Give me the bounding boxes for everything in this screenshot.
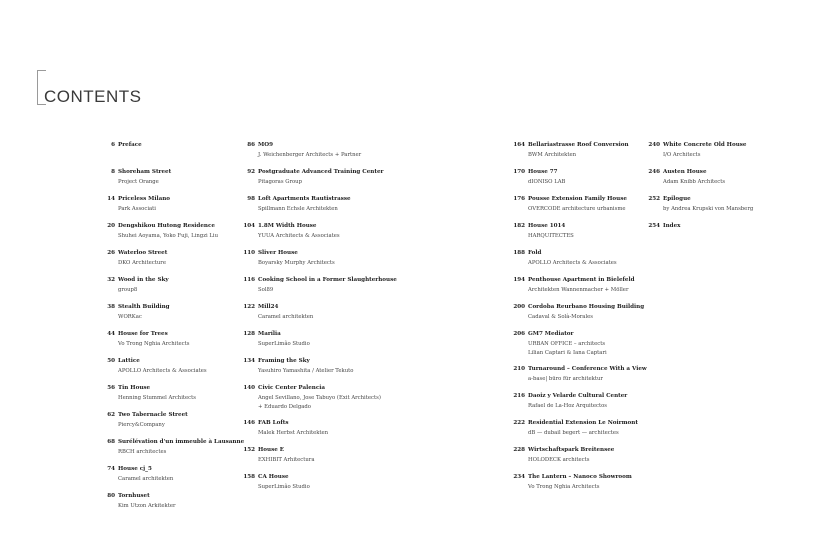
toc-entry-architect-line: URBAN OFFICE – architects [528,341,606,347]
toc-entry-architect [258,340,310,349]
toc-page-number: 206 [513,331,525,337]
toc-page-number: 74 [107,466,115,472]
toc-entry-architect-line: YUUA Architects & Associates [258,233,340,239]
toc-page-number: 200 [513,304,525,310]
toc-entry-architect [663,151,700,160]
toc-page-number: 246 [648,169,660,175]
toc-entry-title: Civic Center Palencia [258,385,326,391]
toc-page-number: 128 [243,331,255,337]
toc-entry-architect [258,367,354,376]
toc-entry-title: Bellariastrasse Roof Conversion [528,142,629,148]
toc-entry-architect-line: Lilian Captari & Iana Captari [528,349,607,356]
toc-page-number: 152 [243,447,255,453]
toc-entry-architect [528,151,576,160]
toc-entry-title: Wirtschaftspark Breitensee [528,447,615,453]
toc-entry-architect-line: Boyarsky Murphy Architects [258,260,335,266]
toc-entry-title: Daoiz y Velarde Cultural Center [528,393,628,399]
toc-entry-title: House E [258,447,285,453]
toc-page-number: 56 [107,385,115,391]
toc-entry-architect-line: SuperLimão Studio [258,484,310,490]
toc-entry-architect-line: Henning Stummel Architects [118,395,196,401]
toc-entry-architect [258,429,328,438]
toc-entry-title: House cj_5 [118,466,152,472]
toc-entry-architect-line: Sol89 [258,287,274,293]
toc-entry-architect [118,367,207,376]
toc-page-number: 194 [513,277,525,283]
toc-entry-architect [118,232,218,241]
toc-entry-architect-line: OVERCODE architecture urbanisme [528,206,626,212]
toc-entry-architect-line: by Andrea Krupski von Mansberg [663,206,754,212]
toc-entry-architect [118,448,166,457]
toc-entry-architect [528,286,628,295]
toc-entry-title: House 1014 [528,223,566,229]
toc-entry-architect-line: Angel Sevillano, Jose Tabuyo (Exit Architects) [258,395,381,401]
toc-entry-title: Epilogue [663,196,691,202]
toc-entry-architect-line: RBCH architectes [118,449,167,455]
toc-entry-architect [528,232,574,241]
toc-entry-architect [528,456,589,465]
toc-entry-title: Penthouse Apartment in Bielefeld [528,277,635,283]
toc-entry-title: Residential Extension Le Noirmont [528,420,638,426]
toc-entry-title: Shoreham Street [118,169,172,175]
toc-entry-architect-line: HOLODECK architects [528,457,590,463]
toc-entry-title: MO9 [258,142,273,148]
toc-entry-architect [663,178,725,187]
toc-entry-title: Two Tabernacle Street [118,412,188,418]
toc-entry-architect [118,286,137,295]
toc-page-number: 240 [648,142,660,148]
toc-page-number: 140 [243,385,255,391]
toc-page-number: 210 [513,366,525,372]
toc-entry-title: White Concrete Old House [663,142,747,148]
toc-page-number: 164 [513,142,525,148]
toc-entry-architect [258,286,273,295]
toc-entry-architect [528,313,593,322]
toc-page-number: 254 [648,223,660,229]
toc-entry-architect-line: J. Weichenberger Architects + Partner [258,152,362,158]
toc-page-number: 134 [243,358,255,364]
toc-entry-architect-line: Project Orange [118,179,159,185]
toc-entry-architect [118,394,196,403]
toc-entry-architect [118,178,159,187]
toc-entry-architect-line: APOLLO Architects & Associates [528,260,617,266]
toc-page-number: 188 [513,250,525,256]
toc-entry-architect-line: Rafael de La-Hoz Arquitectos [528,403,607,409]
toc-page-number: 104 [243,223,255,229]
toc-page-number: 182 [513,223,525,229]
toc-entry-architect [258,205,338,214]
toc-page-number: 6 [111,142,115,148]
toc-entry-architect [258,232,340,241]
toc-entry-architect [528,340,607,357]
toc-entry-title: Surélévation d'un immeuble à Lausanne [118,439,245,445]
toc-page-number: 176 [513,196,525,202]
toc-page-number: 98 [247,196,255,202]
toc-entry-architect-line: Cadaval & Solà-Morales [528,314,593,320]
toc-entry-architect-line: a-base| büro für architektur [528,376,603,382]
toc-entry-title: Mill24 [258,304,279,310]
toc-page-number: 222 [513,420,525,426]
toc-entry-architect [528,429,619,438]
toc-entry-title: Marília [258,331,281,337]
toc-entry-title: Waterloo Street [118,250,168,256]
toc-page-number: 44 [107,331,115,337]
toc-page-number: 92 [247,169,255,175]
toc-page-number: 234 [513,474,525,480]
toc-entry-architect-line: Caramel architekten [258,314,314,320]
toc-entry-architect-line: Park Associati [118,206,157,212]
toc-entry-title: Stealth Building [118,304,170,310]
toc-entry-architect [118,259,166,268]
toc-entry-title: Turnaround – Conference With a View [528,366,647,372]
toc-entry-title: Framing the Sky [258,358,310,364]
toc-entry-architect [528,259,617,268]
toc-entry-architect-line: dB — dubail begert — architectes [528,430,619,436]
toc-page-number: 80 [107,493,115,499]
toc-entry-title: Loft Apartments Rautistrasse [258,196,351,202]
toc-page-number: 122 [243,304,255,310]
toc-entry-architect-line: HARQUITECTES [528,233,574,239]
page-title: CONTENTS [44,87,142,107]
toc-entry-title: Tin House [118,385,151,391]
toc-entry-title: Sliver House [258,250,298,256]
toc-page-number: 38 [107,304,115,310]
toc-entry-title: Postgraduate Advanced Training Center [258,169,384,175]
toc-entry-architect [258,259,335,268]
toc-entry-title: The Lantern – Nanoco Showroom [528,474,632,480]
toc-entry-title: Austen House [663,169,707,175]
toc-page-number: 50 [107,358,115,364]
toc-entry-architect-line: + Eduardo Delgado [258,403,311,410]
toc-entry-architect-line: Yasuhiro Yamashita / Atelier Tekuto [258,368,354,374]
toc-entry-title: Index [663,223,681,229]
toc-entry-architect-line: Pitagoras Group [258,179,302,185]
toc-entry-title: Dengshikou Hutong Residence [118,223,215,229]
toc-entry-architect [118,502,176,511]
toc-entry-architect [528,178,565,187]
toc-entry-architect-line: Adam Knibb Architects [663,179,726,185]
toc-page-number: 170 [513,169,525,175]
toc-entry-architect [258,178,302,187]
toc-entry-architect-line: group8 [118,287,138,293]
toc-page-number: 110 [243,250,255,256]
toc-entry-architect-line: Piercy&Company [118,422,165,428]
toc-entry-architect-line: Shuhei Aoyama, Yoko Fuji, Lingzi Liu [118,233,218,239]
toc-entry-architect-line: WORKac [118,314,142,320]
toc-page-number: 228 [513,447,525,453]
toc-entry-architect [118,340,189,349]
toc-page-number: 116 [243,277,255,283]
toc-entry-title: Cooking School in a Former Slaughterhouse [258,277,397,283]
toc-page-number: 32 [107,277,115,283]
toc-entry-architect [528,375,603,384]
toc-entry-architect-line: Kim Utzon Arkitekter [118,503,176,509]
toc-page-number: 20 [107,223,115,229]
toc-entry-architect-line: Vo Trong Nghia Architects [118,341,190,347]
toc-entry-title: House 77 [528,169,558,175]
toc-entry-architect [258,394,381,411]
toc-entry-title: Cordoba Reurbano Housing Building [528,304,645,310]
toc-page-number: 14 [107,196,115,202]
toc-page-number: 158 [243,474,255,480]
toc-entry-title: Lattice [118,358,140,364]
toc-entry-architect [118,313,142,322]
toc-entry-architect-line: Caramel architekten [118,476,174,482]
toc-page-number: 68 [107,439,115,445]
toc-entry-architect [258,456,314,465]
toc-entry-title: House for Trees [118,331,168,337]
toc-entry-architect-line: Spillmann Echsle Architekten [258,206,338,212]
toc-entry-title: Wood in the Sky [118,277,169,283]
toc-entry-architect [118,475,173,484]
toc-entry-architect [528,402,607,411]
toc-entry-title: GM7 Mediator [528,331,574,337]
toc-entry-architect [118,421,165,430]
toc-entry-architect-line: Malek Herbst Architekten [258,430,329,436]
toc-page-number: 86 [247,142,255,148]
toc-entry-title: Fold [528,250,542,256]
toc-entry-title: CA House [258,474,289,480]
toc-entry-title: 1.8M Width House [258,223,317,229]
toc-entry-architect [118,205,156,214]
toc-entry-architect-line: Architekten Wannenmacher + Möller [528,287,629,293]
toc-page-number: 62 [107,412,115,418]
toc-entry-architect-line: APOLLO Architects & Associates [118,368,207,374]
toc-entry-architect-line: BWM Architekten [528,152,577,158]
toc-entry-architect-line: dIONISO LAB [528,179,566,185]
toc-page-number: 146 [243,420,255,426]
toc-page-number: 216 [513,393,525,399]
toc-entry-architect [663,205,753,214]
toc-entry-architect-line: SuperLimão Studio [258,341,310,347]
toc-entry-architect-line: EXHIBIT Arhitectura [258,457,315,463]
toc-entry-architect-line: I/O Architects [663,152,701,158]
toc-entry-architect [528,205,625,214]
toc-entry-architect [258,483,310,492]
toc-entry-title: Preface [118,142,142,148]
toc-entry-title: Priceless Milano [118,196,171,202]
toc-entry-architect-line: Vo Trong Nghia Architects [528,484,600,490]
toc-entry-title: FAB Lofts [258,420,289,426]
toc-entry-title: Tornhuset [118,493,150,499]
toc-entry-architect-line: DKO Architecture [118,260,166,266]
toc-entry-architect [528,483,599,492]
toc-page-number: 252 [648,196,660,202]
toc-page-number: 26 [107,250,115,256]
toc-entry-title: Pousse Extension Family House [528,196,627,202]
toc-entry-architect [258,151,361,160]
toc-page-number: 8 [111,169,115,175]
toc-entry-architect [258,313,313,322]
